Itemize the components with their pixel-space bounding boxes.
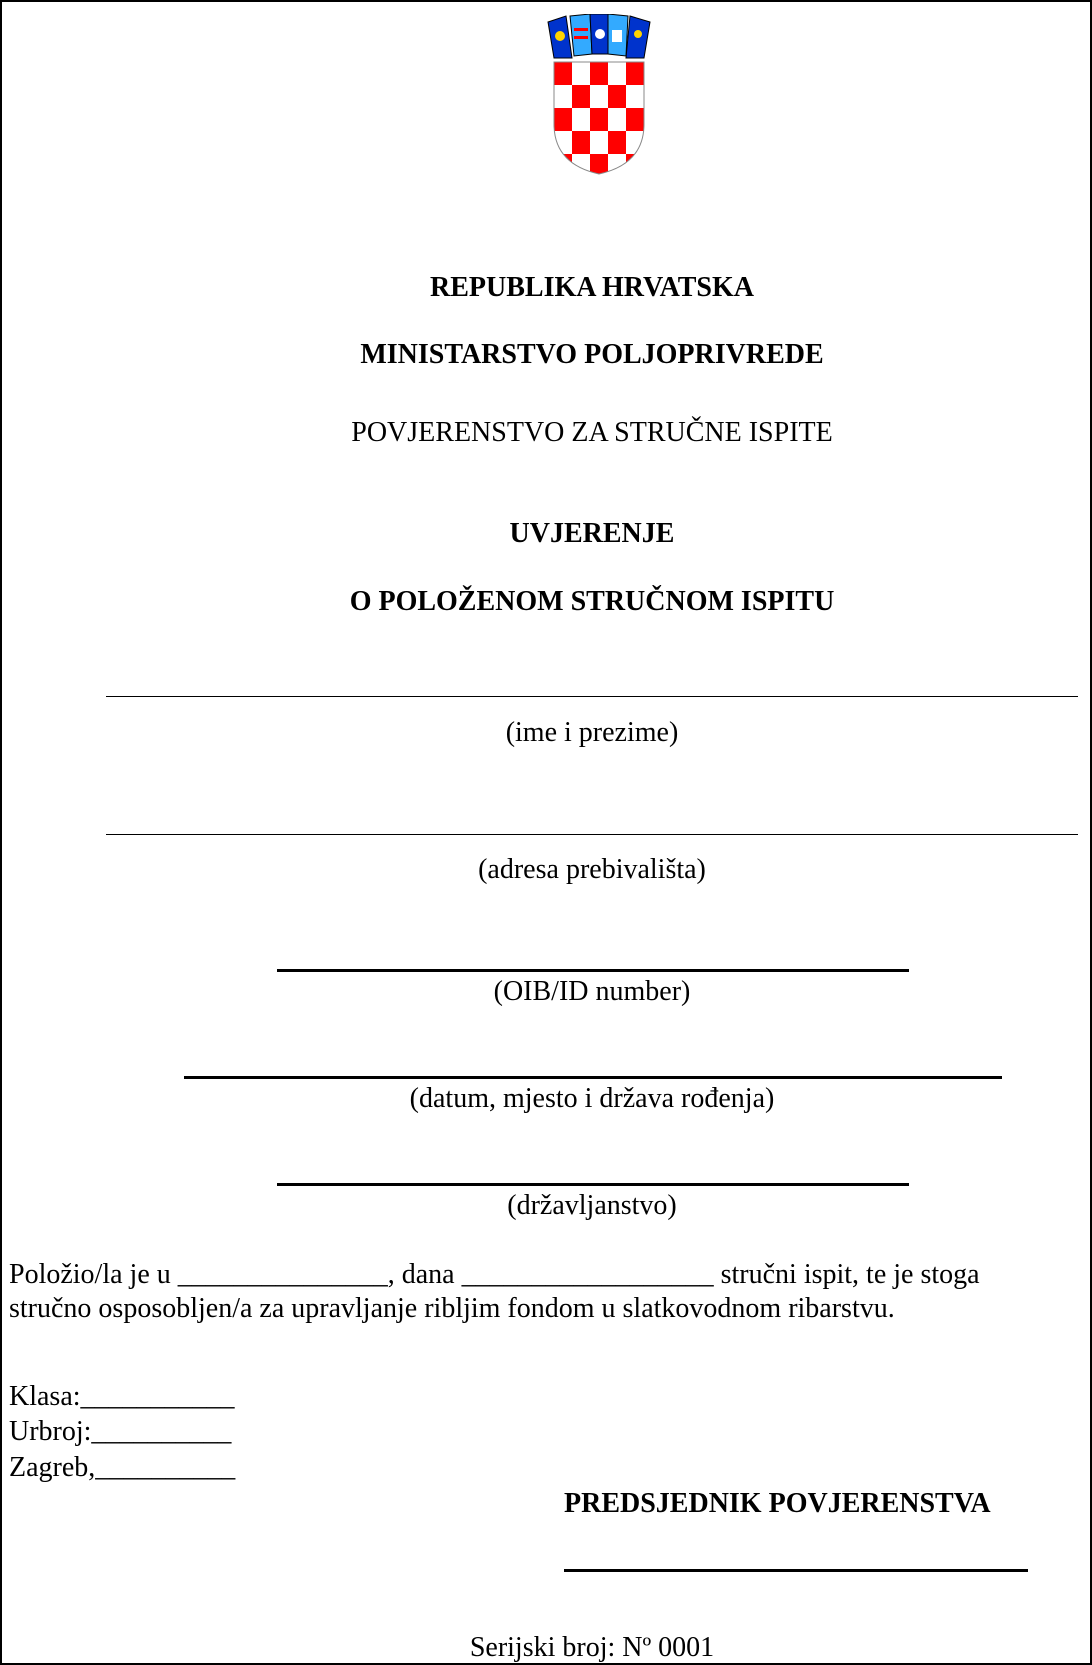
address-label: (adresa prebivališta) — [478, 854, 706, 885]
name-line — [106, 696, 1078, 697]
citizenship-label: (državljanstvo) — [507, 1190, 677, 1221]
document-title: UVJERENJE — [509, 518, 675, 549]
serial-number: Serijski broj: Nº 0001 — [469, 1632, 715, 1663]
body-line-2: stručno osposobljen/a za upravljanje ribljim fondom u slatkovodnom ribarstvu. — [9, 1293, 895, 1324]
name-label: (ime i prezime) — [505, 717, 679, 748]
document-subtitle: O POLOŽENOM STRUČNOM ISPITU — [349, 586, 835, 617]
croatian-coat-of-arms-icon — [546, 14, 652, 176]
signature-line — [564, 1569, 1028, 1572]
birth-label: (datum, mjesto i država rođenja) — [409, 1083, 775, 1114]
oib-line — [277, 969, 909, 972]
address-line — [106, 834, 1078, 835]
body-line-1: Položio/la je u _______________, dana __________________ stručni ispit, te je stoga — [9, 1259, 980, 1290]
klasa-field: Klasa:___________ — [9, 1381, 235, 1412]
citizenship-line — [277, 1183, 909, 1186]
signature-title: PREDSJEDNIK POVJERENSTVA — [564, 1488, 991, 1519]
oib-label: (OIB/ID number) — [493, 976, 691, 1007]
zagreb-field: Zagreb,__________ — [9, 1452, 236, 1483]
birth-line — [184, 1076, 1002, 1079]
ministry-heading: MINISTARSTVO POLJOPRIVREDE — [360, 339, 824, 370]
committee-heading: POVJERENSTVO ZA STRUČNE ISPITE — [351, 417, 833, 448]
country-heading: REPUBLIKA HRVATSKA — [430, 272, 754, 303]
urbroj-field: Urbroj:__________ — [9, 1416, 232, 1447]
